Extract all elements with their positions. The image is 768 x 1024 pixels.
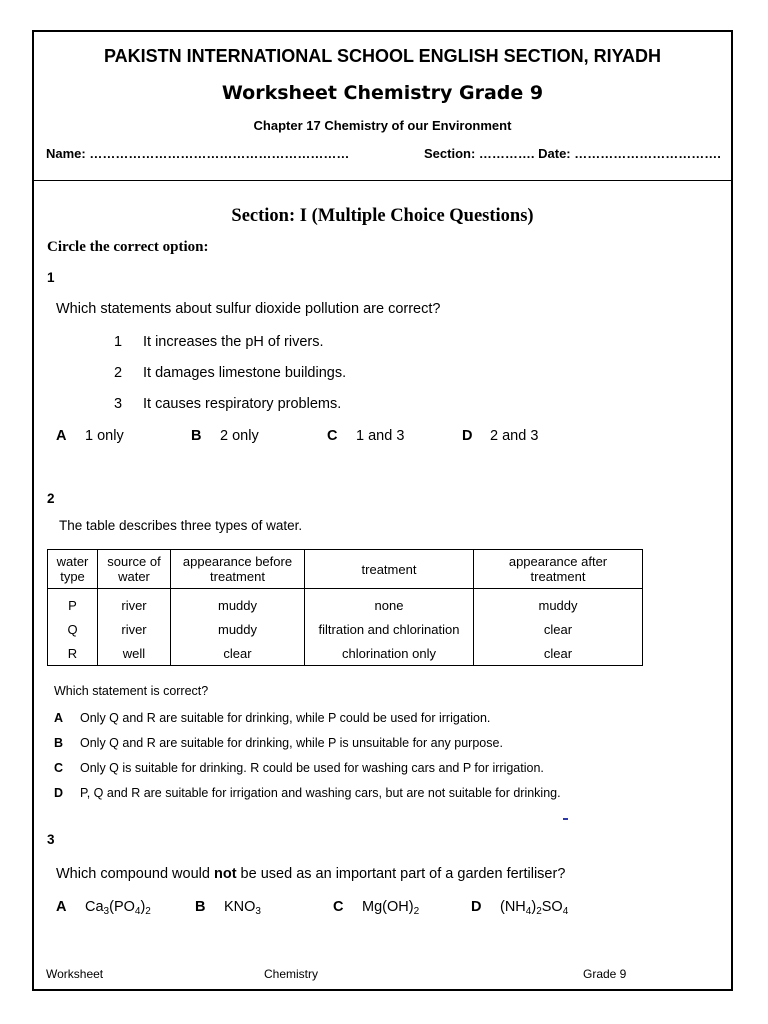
q1-option-b[interactable]: B: [191, 428, 202, 444]
footer-right: Grade 9: [583, 967, 627, 981]
table-cell: river: [98, 617, 171, 641]
question-1-statement: 2: [114, 365, 123, 381]
question-1-statement-text: It causes respiratory problems.: [143, 396, 342, 412]
question-1-statement-text: It damages limestone buildings.: [143, 365, 347, 381]
table-cell: R: [48, 641, 98, 666]
q1-option-b-text[interactable]: 2 only: [220, 428, 259, 444]
table-cell: muddy: [171, 589, 305, 618]
table-header: source of water: [98, 550, 171, 589]
chapter-title: Chapter 17 Chemistry of our Environment: [253, 118, 512, 133]
q1-option-d[interactable]: D: [462, 428, 473, 444]
q2-option-b[interactable]: B Only Q and R are suitable for drinking, while P is unsuitable for any purpose.: [54, 736, 503, 750]
q3-option-c-formula[interactable]: $Mg(OH)_2$: [362, 899, 420, 917]
question-1-statement-text: It increases the pH of rivers.: [143, 334, 324, 350]
table-row: [48, 589, 643, 618]
table-cell: clear: [474, 641, 643, 666]
table-cell: none: [305, 589, 474, 618]
header-divider: [34, 180, 731, 181]
stray-pen-mark: [563, 818, 568, 820]
q3-option-a[interactable]: A: [56, 899, 67, 915]
table-cell: Q: [48, 617, 98, 641]
question-1-statement: 1: [114, 334, 123, 350]
q1-option-d-text[interactable]: 2 and 3: [490, 428, 539, 444]
question-2-prompt: Which statement is correct?: [54, 684, 209, 698]
table-cell: clear: [474, 617, 643, 641]
q3-option-d-formula[interactable]: $(NH_4)_2SO_4$: [500, 899, 569, 917]
question-1-statement: 3: [114, 396, 123, 412]
school-name: PAKISTN INTERNATIONAL SCHOOL ENGLISH SECTION, RIYADH: [103, 46, 662, 66]
q2-option-c[interactable]: C Only Q is suitable for drinking. R could be used for washing cars and P for irrigation.: [54, 761, 544, 775]
q2-option-a[interactable]: A Only Q and R are suitable for drinking, while P could be used for irrigation.: [54, 711, 491, 725]
q3-option-c[interactable]: C: [333, 899, 344, 915]
table-cell: river: [98, 589, 171, 618]
q3-option-b-formula[interactable]: $KNO_3$: [224, 899, 261, 917]
q1-option-c[interactable]: C: [327, 428, 338, 444]
worksheet-title: Worksheet Chemistry Grade 9: [221, 82, 544, 104]
q3-option-d[interactable]: D: [471, 899, 482, 915]
table-cell: chlorination only: [305, 641, 474, 666]
table-cell: clear: [171, 641, 305, 666]
water-table: [47, 549, 643, 666]
q3-option-a-formula[interactable]: $Ca_3(PO_4)_2$: [85, 899, 151, 917]
table-header: treatment: [305, 550, 474, 589]
name-field: Name: ……………………………………………………: [46, 146, 350, 161]
footer-center: Chemistry: [264, 967, 319, 981]
section-heading: Section: I (Multiple Choice Questions): [231, 206, 534, 226]
q1-option-c-text[interactable]: 1 and 3: [356, 428, 405, 444]
table-header: appearance after treatment: [474, 550, 643, 589]
worksheet-frame: [32, 30, 733, 991]
table-row: [48, 641, 643, 666]
table-cell: muddy: [171, 617, 305, 641]
question-2-number: 2: [47, 491, 55, 506]
q1-option-a-text[interactable]: 1 only: [85, 428, 124, 444]
table-cell: filtration and chlorination: [305, 617, 474, 641]
table-header-row: [48, 550, 643, 589]
question-1-number: 1: [47, 270, 55, 285]
footer-left: Worksheet: [46, 967, 104, 981]
section-date-field: Section: …………. Date: …………………………….: [424, 146, 721, 161]
table-header: water type: [48, 550, 98, 589]
question-3-number: 3: [47, 832, 55, 847]
instruction: Circle the correct option:: [47, 239, 209, 255]
table-header: appearance before treatment: [171, 550, 305, 589]
table-cell: well: [98, 641, 171, 666]
question-3-text: Which compound would not be used as an important part of a garden fertiliser?: [56, 866, 566, 882]
question-2-text: The table describes three types of water.: [59, 518, 303, 533]
table-cell: P: [48, 589, 98, 618]
table-row: [48, 617, 643, 641]
q2-option-d[interactable]: D P, Q and R are suitable for irrigation and washing cars, but are not suitable for drinking.: [54, 786, 561, 800]
q1-option-a[interactable]: A: [56, 428, 67, 444]
q3-option-b[interactable]: B: [195, 899, 206, 915]
table-cell: muddy: [474, 589, 643, 618]
question-1-text: Which statements about sulfur dioxide pollution are correct?: [56, 301, 441, 317]
